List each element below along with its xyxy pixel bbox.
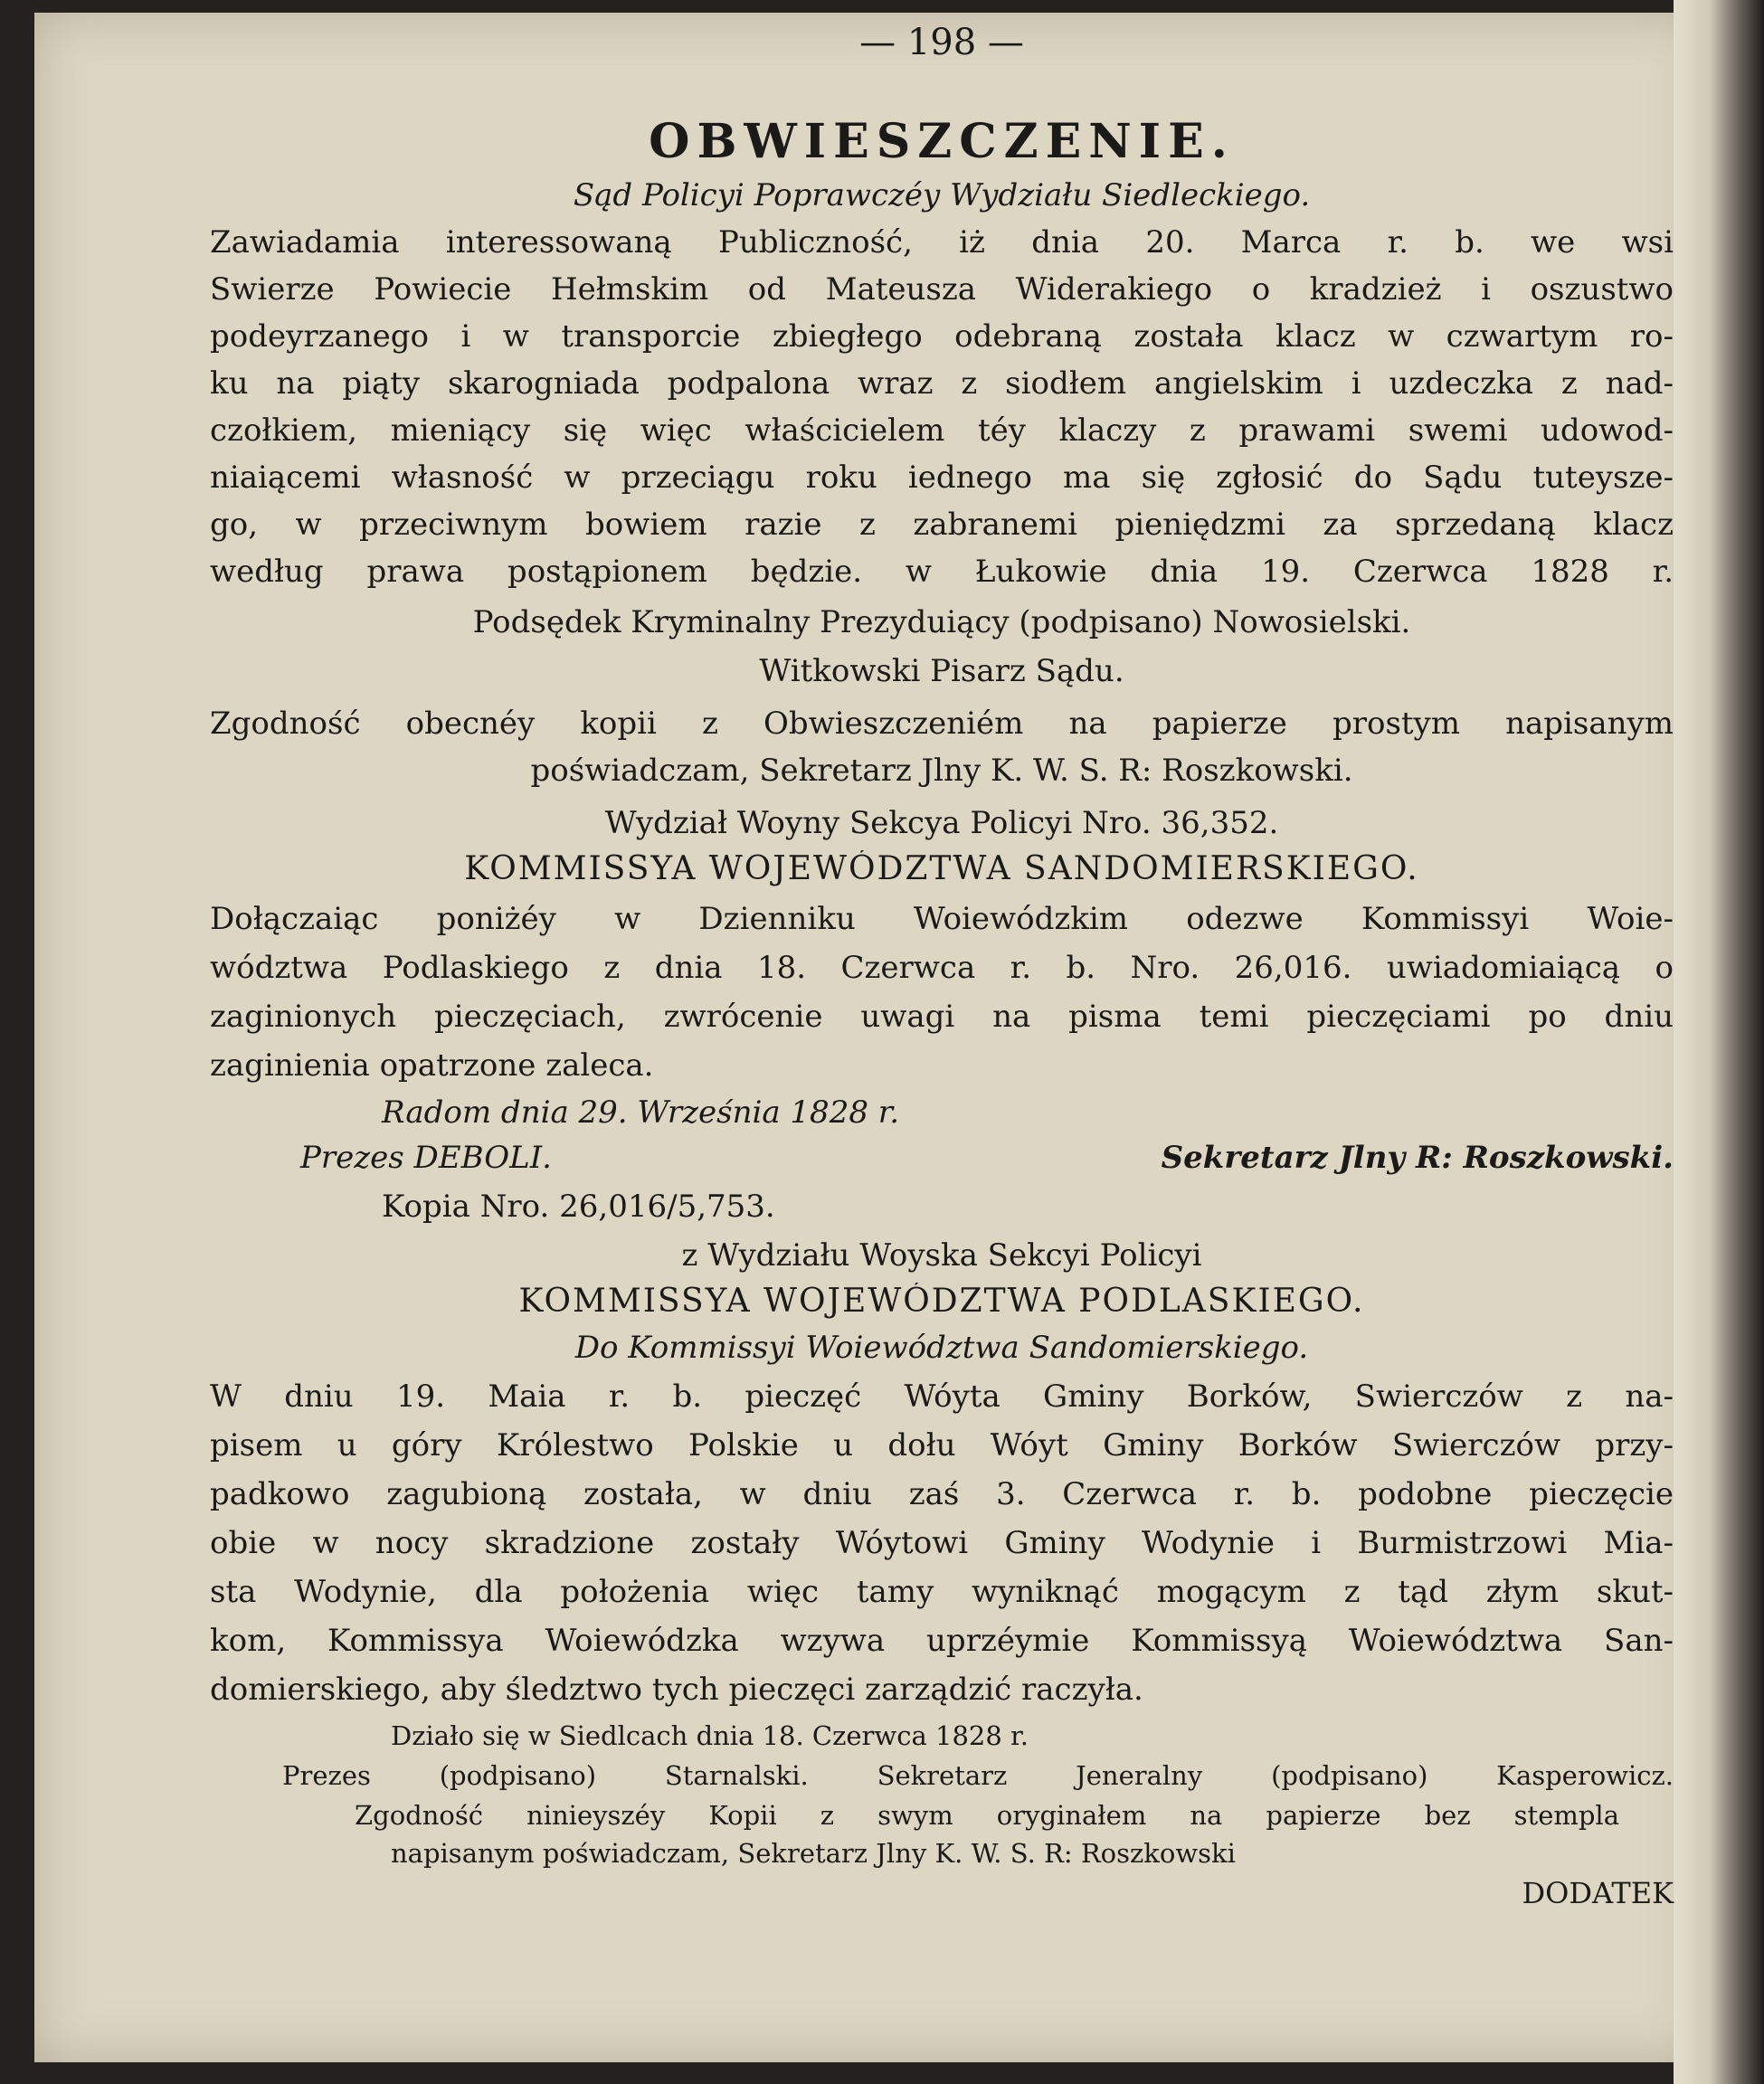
commission-heading: KOMMISSYA WOJEWÓDZTWA SANDOMIERSKIEGO. bbox=[464, 850, 1419, 887]
page-content bbox=[210, 22, 1674, 2048]
page-number: — 198 — bbox=[859, 22, 1024, 63]
notice3-line: padkowo zagubioną została, w dniu zaś 3. Czerwca r. b. podobne pieczęcie bbox=[210, 1476, 1674, 1512]
catchword: DODATEK bbox=[1522, 1876, 1674, 1910]
certification3-line: napisanym poświadczam, Sekretarz Jlny K. W. S. R: Roszkowski bbox=[391, 1838, 1236, 1869]
notice2-line: zaginienia opatrzone zaleca. bbox=[210, 1047, 654, 1084]
notice3-line: domierskiego, aby śledztwo tych pieczęci zarządzić raczyła. bbox=[210, 1672, 1143, 1708]
notice3-line: kom, Kommissya Woiewódzka wzywa uprzéymie Kommissyą Woiewództwa San- bbox=[210, 1623, 1674, 1659]
notice1-line: Swierze Powiecie Hełmskim od Mateusza Widerakiego o kradzież i oszustwo bbox=[210, 271, 1674, 308]
certification1-line: Zgodność obecnéy kopii z Obwieszczeniém na papierze prostym napisanym bbox=[210, 706, 1674, 742]
signatures-row bbox=[210, 1140, 1674, 1185]
page-title: OBWIESZCZENIE. bbox=[649, 114, 1235, 169]
notice1-line: ku na piąty skarogniada podpalona wraz z siodłem angielskim i uzdeczka z nad- bbox=[210, 365, 1674, 402]
notice3-line: pisem u góry Królestwo Polskie u dołu Wóyt Gminy Borków Swierczów przy- bbox=[210, 1427, 1674, 1464]
notice1-line: niaiącemi własność w przeciągu roku iednego ma się zgłosić do Sądu tuteysze- bbox=[210, 459, 1674, 496]
signature-clerk: Witkowski Pisarz Sądu. bbox=[759, 653, 1124, 689]
certification1-line: poświadczam, Sekretarz Jlny K. W. S. R: Roszkowski. bbox=[530, 753, 1353, 789]
notice2-line: Dołączaiąc poniżéy w Dzienniku Woiewódzkim odezwe Kommissyi Woie- bbox=[210, 901, 1674, 937]
addressee-line: Do Kommissyi Woiewództwa Sandomierskiego. bbox=[574, 1330, 1309, 1366]
notice2-line: zaginionych pieczęciach, zwrócenie uwagi na pisma temi pieczęciami po dniu bbox=[210, 999, 1674, 1035]
secretary-signature: Sekretarz Jlny R: Roszkowski. bbox=[1161, 1140, 1674, 1176]
date-line: Działo się w Siedlcach dnia 18. Czerwca 1828 r. bbox=[391, 1720, 1029, 1751]
notice3-line: obie w nocy skradzione zostały Wóytowi Gminy Wodynie i Burmistrzowi Mia- bbox=[210, 1525, 1674, 1561]
notice1-line: podeyrzanego i w transporcie zbiegłego odebraną została klacz w czwartym ro- bbox=[210, 318, 1674, 355]
copy-number: Kopia Nro. 26,016/5,753. bbox=[382, 1189, 775, 1225]
commission-heading: KOMMISSYA WOJEWÓDZTWA PODLASKIEGO. bbox=[518, 1283, 1365, 1320]
page-edge bbox=[1674, 0, 1764, 2084]
signature-judge: Podsędek Kryminalny Prezyduiący (podpisano) Nowosielski. bbox=[472, 604, 1411, 640]
department-line: z Wydziału Woyska Sekcyi Policyi bbox=[681, 1237, 1202, 1274]
president-signature: Prezes DEBOLI. bbox=[300, 1140, 552, 1176]
notice3-line: W dniu 19. Maia r. b. pieczęć Wóyta Gminy Borków, Swierczów z na- bbox=[210, 1378, 1674, 1415]
notice1-line: go, w przeciwnym bowiem razie z zabranemi pieniędzmi za sprzedaną klacz bbox=[210, 507, 1674, 543]
notice2-line: wództwa Podlaskiego z dnia 18. Czerwca r. b. Nro. 26,016. uwiadomiaiącą o bbox=[210, 950, 1674, 986]
notice1-line: według prawa postąpionem będzie. w Łukowie dnia 19. Czerwca 1828 r. bbox=[210, 554, 1674, 590]
signatures-line: Prezes (podpisano) Starnalski. Sekretarz Jeneralny (podpisano) Kasperowicz. bbox=[282, 1760, 1674, 1791]
notice1-line: Zawiadamia interessowaną Publiczność, iż dnia 20. Marca r. b. we wsi bbox=[210, 224, 1674, 260]
notice1-line: czołkiem, mieniący się więc właścicielem téy klaczy z prawami swemi udowod- bbox=[210, 412, 1674, 449]
certification3-line: Zgodność ninieyszéy Kopii z swym oryginałem na papierze bez stempla bbox=[355, 1800, 1619, 1831]
notice3-line: sta Wodynie, dla położenia więc tamy wyniknąć mogącym z tąd złym skut- bbox=[210, 1574, 1674, 1610]
date-line: Radom dnia 29. Września 1828 r. bbox=[382, 1094, 900, 1131]
department-line: Wydział Woyny Sekcya Policyi Nro. 36,352. bbox=[604, 805, 1279, 841]
subtitle: Sąd Policyi Poprawczéy Wydziału Siedleckiego. bbox=[573, 177, 1311, 213]
